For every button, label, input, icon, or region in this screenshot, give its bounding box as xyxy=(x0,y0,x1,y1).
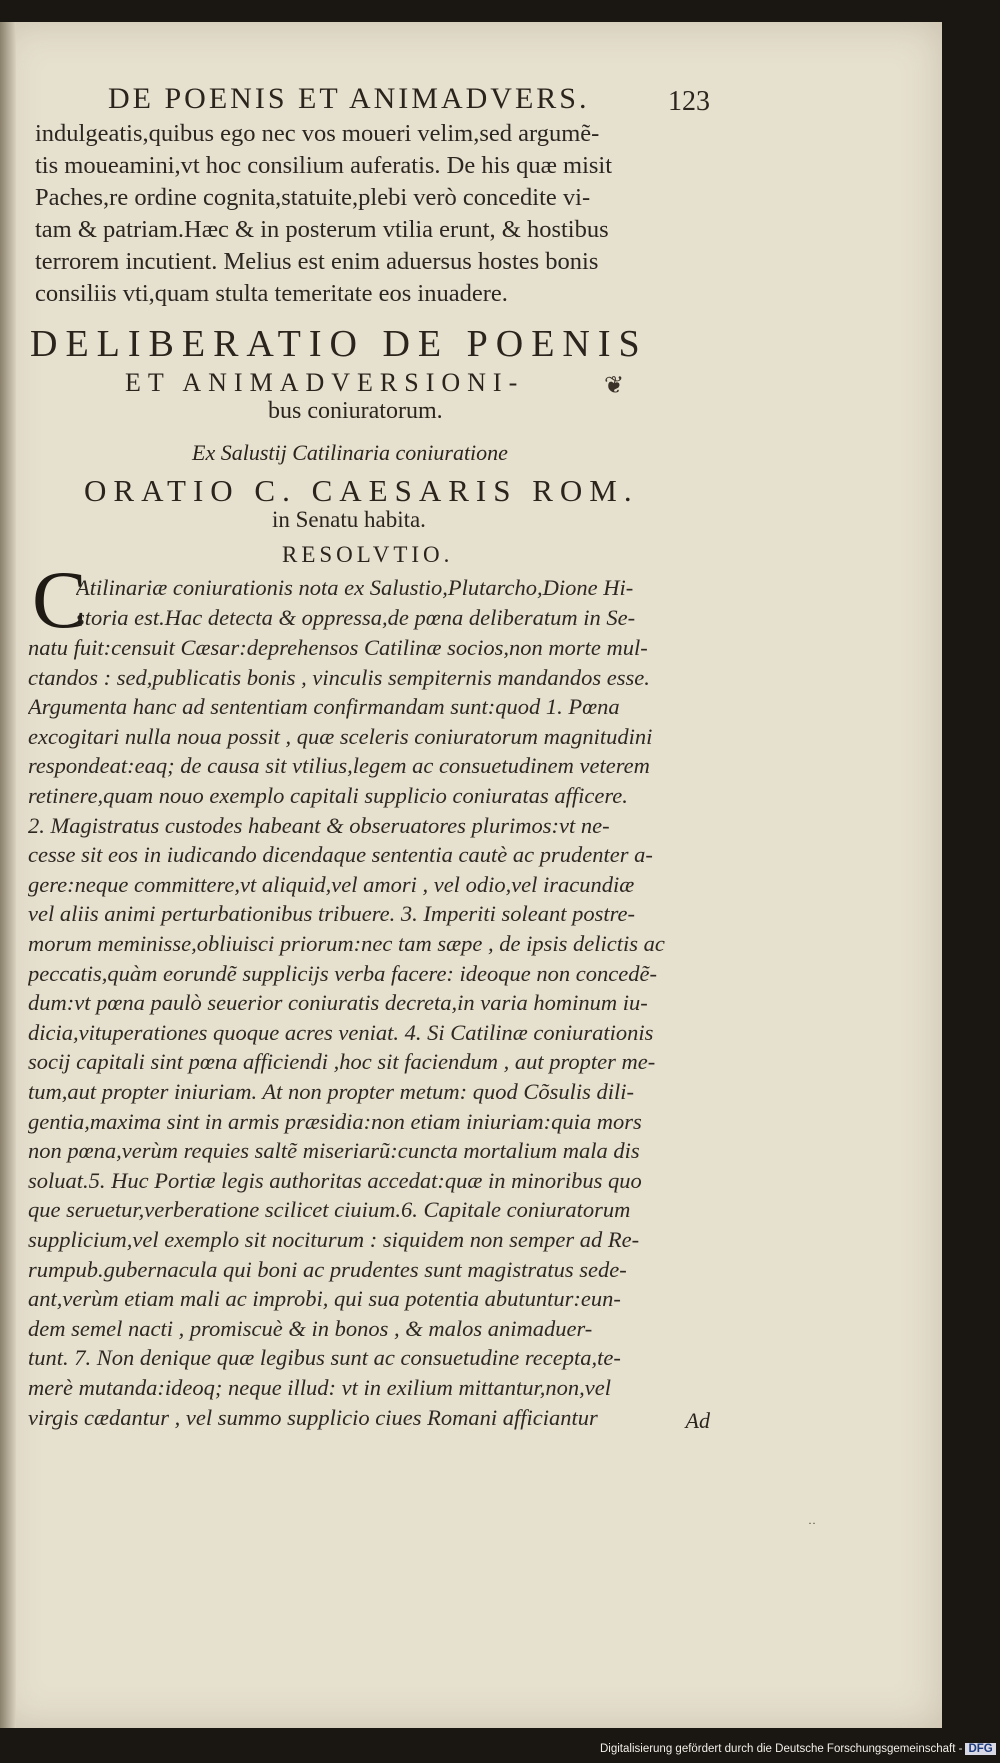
section-heading: DELIBERATIO DE POENIS xyxy=(30,323,648,365)
body-line: vel aliis animi perturbationibus tribuere. 3. Imperiti soleant postre- xyxy=(28,901,636,927)
body-line: que seruetur,verberatione scilicet ciuium.6. Capitale coniuratorum xyxy=(28,1197,631,1223)
body-line: morum meminisse,obliuisci priorum:nec tam sæpe , de ipsis delictis ac xyxy=(28,931,665,956)
body-line: peccatis,quàm eorundẽ supplicijs verba facere: ideoque non concedẽ- xyxy=(28,960,657,986)
body-line: 2. Magistratus custodes habeant & obseruatores plurimos:vt ne- xyxy=(28,812,610,838)
catchword: Ad xyxy=(685,1408,710,1433)
intro-line: consiliis vti,quam stulta temeritate eos inuadere. xyxy=(35,280,508,307)
body-line: Argumenta hanc ad sententiam confirmandam sunt:quod 1. Pœna xyxy=(28,694,620,720)
oration-subtitle: in Senatu habita. xyxy=(272,507,426,532)
body-line: gere:neque committere,vt aliquid,vel amori , vel odio,vel iracundiæ xyxy=(28,871,635,897)
body-line: tunt. 7. Non denique quæ legibus sunt ac consuetudine recepta,te- xyxy=(28,1345,621,1371)
source-note: Ex Salustij Catilinaria coniuratione xyxy=(192,440,508,465)
body-line: dicia,vituperationes quoque acres veniat. 4. Si Catilinæ coniurationis xyxy=(28,1019,654,1045)
body-line: excogitari nulla noua possit , quæ sceleris coniuratorum magnitudini xyxy=(28,723,653,749)
fleuron-ornament-icon: ❦ xyxy=(604,373,625,399)
page-gutter xyxy=(0,22,16,1728)
section-heading-line3: bus coniuratorum. xyxy=(268,398,443,424)
section-heading-line2: ET ANIMADVERSIONI- xyxy=(125,368,525,397)
running-head: DE POENIS ET ANIMADVERS. xyxy=(108,82,590,115)
body-line: virgis cædantur , vel summo supplicio ciues Romani afficiantur xyxy=(28,1404,598,1430)
body-line: retinere,quam nouo exemplo capitali supplicio coniuratas afficere. xyxy=(28,783,628,808)
paper-speck xyxy=(808,1516,828,1520)
body-line: dum:vt pœna paulò seuerior coniuratis decreta,in varia hominum iu- xyxy=(28,990,648,1016)
body-line: non pœna,verùm requies saltẽ miseriarũ:cuncta mortalium mala dis xyxy=(28,1138,640,1164)
resolutio-label: RESOLVTIO. xyxy=(282,542,454,567)
body-line: storia est.Hac detecta & oppressa,de pœna deliberatum in Se- xyxy=(76,605,636,630)
intro-line: Paches,re ordine cognita,statuite,plebi verò concedite vi- xyxy=(35,184,591,211)
page-number: 123 xyxy=(668,86,710,117)
body-line: ctandos : sed,publicatis bonis , vinculis sempiternis mandandos esse. xyxy=(28,664,650,690)
body-line: cesse sit eos in iudicando dicendaque sententia cautè ac prudenter a- xyxy=(28,842,653,868)
body-line: socij capitali sint pœna afficiendi ,hoc sit faciendum , aut propter me- xyxy=(28,1049,656,1075)
body-line: dem semel nacti , promiscuè & in bonos , & malos animaduer- xyxy=(28,1315,593,1341)
body-line: tum,aut propter iniuriam. At non propter metum: quod Cõsulis dili- xyxy=(28,1079,635,1104)
dfg-logo-icon: DFG xyxy=(965,1743,995,1755)
intro-line: tis moueamini,vt hoc consilium auferatis. De his quæ misit xyxy=(35,152,613,179)
oration-title: ORATIO C. CAESARIS ROM. xyxy=(84,473,639,508)
intro-line: indulgeatis,quibus ego nec vos moueri velim,sed argumẽ- xyxy=(35,120,600,147)
body-line: gentia,maxima sint in armis præsidia:non etiam iniuriam:quia mors xyxy=(28,1108,642,1134)
digitization-credit xyxy=(600,1743,995,1761)
body-line: merè mutanda:ideoq; neque illud: vt in exilium mittantur,non,vel xyxy=(28,1375,612,1400)
drop-capital: C xyxy=(32,554,87,645)
body-line: ant,verùm etiam mali ac improbi, qui sua potentia abutuntur:eun- xyxy=(28,1286,621,1312)
body-line: supplicium,vel exemplo sit nociturum : siquidem non semper ad Re- xyxy=(28,1227,640,1252)
body-line: soluat.5. Huc Portiæ legis authoritas accedat:quæ in minoribus quo xyxy=(28,1167,642,1193)
intro-line: terrorem incutient. Melius est enim aduersus hostes bonis xyxy=(35,248,599,275)
intro-line: tam & patriam.Hæc & in posterum vtilia erunt, & hostibus xyxy=(35,216,609,243)
body-line: rumpub.gubernacula qui boni ac prudentes sunt magistratus sede- xyxy=(28,1256,627,1282)
body-line: Atilinariæ coniurationis nota ex Salustio,Plutarcho,Dione Hi- xyxy=(76,575,634,600)
credit-text: Digitalisierung gefördert durch die Deutsche Forschungsgemeinschaft - xyxy=(600,1743,963,1755)
body-line: natu fuit:censuit Cæsar:deprehensos Catilinæ socios,non morte mul- xyxy=(28,635,648,660)
body-line: respondeat:eaq; de causa sit vtilius,legem ac consuetudinem veterem xyxy=(28,753,650,779)
